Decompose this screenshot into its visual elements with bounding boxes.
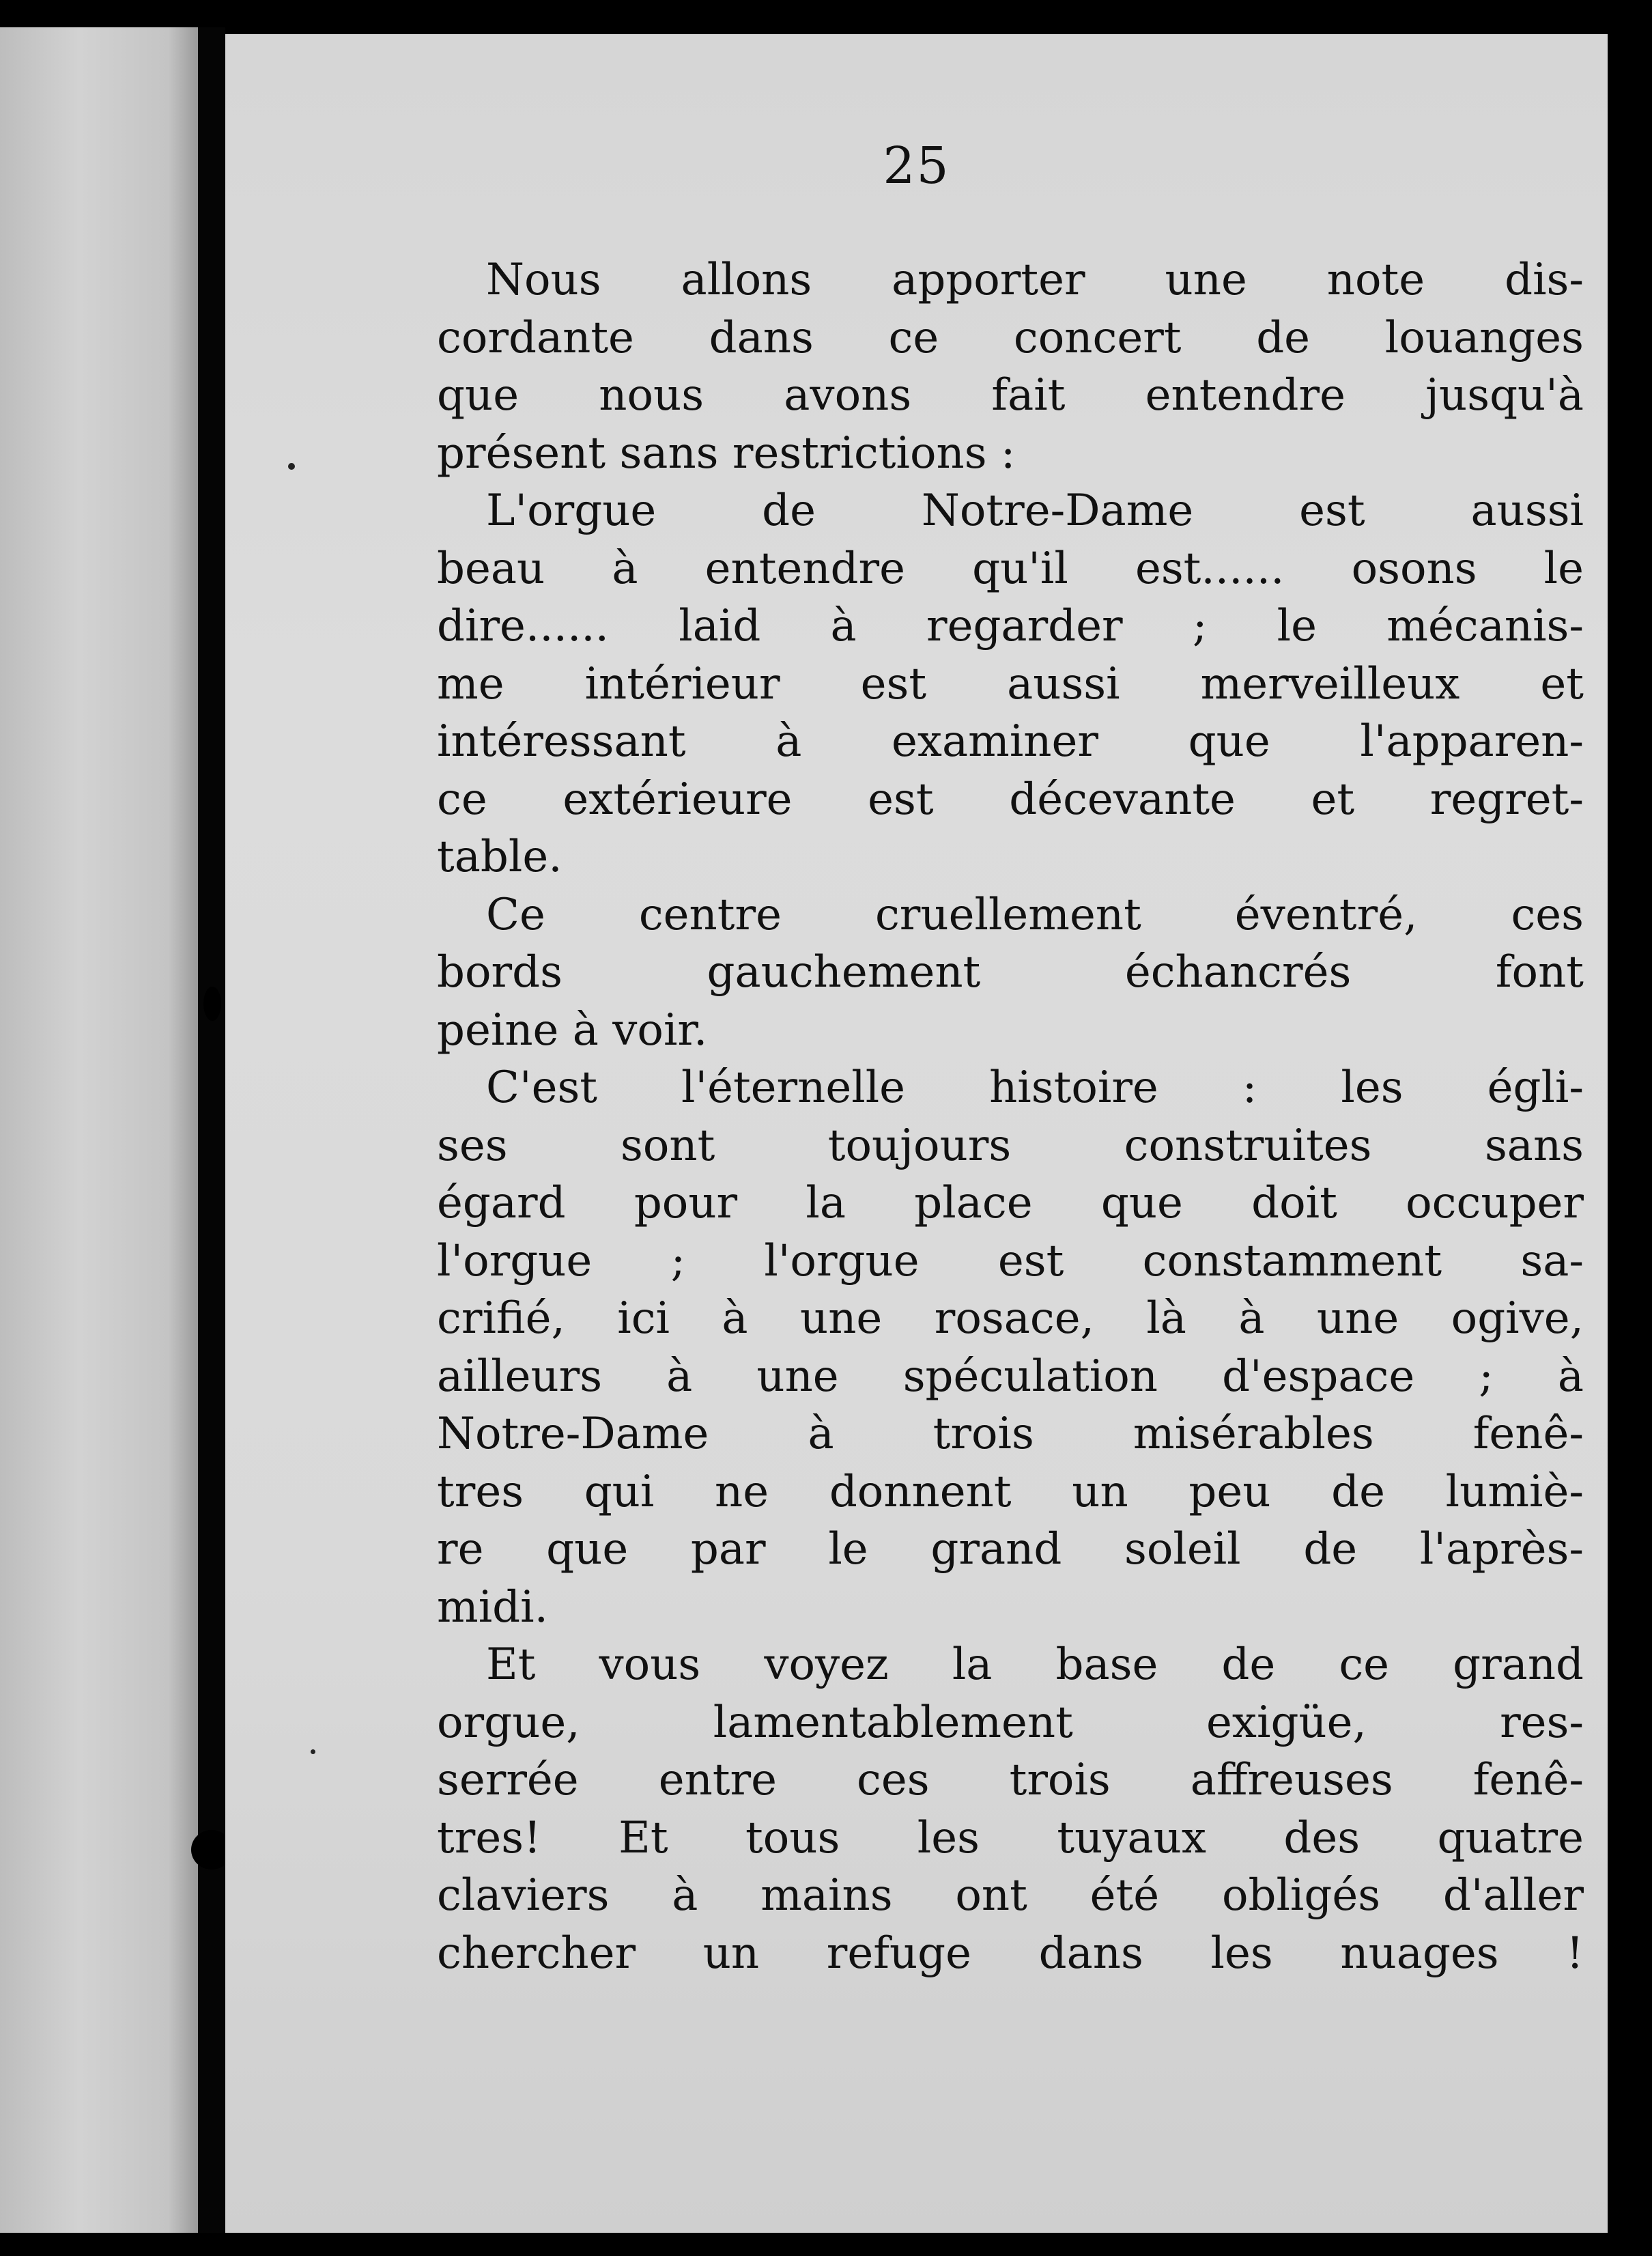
text-line: présent sans restrictions : (437, 427, 1016, 479)
text-line: chercher un refuge dans les nuages ! (437, 1928, 1584, 1979)
text-line: Nous allons apporter une note dis- (486, 255, 1584, 305)
text-line: C'est l'éternelle histoire : les égli- (486, 1062, 1584, 1113)
text-line: re que par le grand soleil de l'après- (437, 1524, 1584, 1575)
text-line: orgue, lamentablement exigüe, res- (437, 1697, 1584, 1748)
speck (311, 1749, 315, 1754)
text-line: dire...... laid à regarder ; le mécanis- (437, 601, 1584, 651)
scan-border (1608, 0, 1652, 2256)
speck (288, 463, 295, 470)
body-text (437, 251, 1584, 1982)
text-line: intéressant à examiner que l'apparen- (437, 716, 1584, 767)
text-line: beau à entendre qu'il est...... osons le (437, 543, 1584, 594)
binding-stitch (203, 987, 221, 1021)
text-line: Ce centre cruellement éventré, ces (486, 889, 1584, 940)
text-line: claviers à mains ont été obligés d'aller (437, 1870, 1584, 1921)
text-line: crifié, ici à une rosace, là à une ogive, (437, 1293, 1584, 1344)
page-number: 25 (883, 137, 950, 195)
text-line: que nous avons fait entendre jusqu'à (437, 370, 1584, 421)
page (225, 34, 1608, 2233)
text-line: Notre-Dame à trois misérables fenê- (437, 1409, 1584, 1459)
text-line: midi. (437, 1581, 548, 1633)
text-line: l'orgue ; l'orgue est constamment sa- (437, 1235, 1584, 1286)
text-line: cordante dans ce concert de louanges (437, 312, 1584, 363)
text-line: Et vous voyez la base de ce grand (486, 1639, 1584, 1690)
text-line: peine à voir. (437, 1004, 708, 1056)
text-line: me intérieur est aussi merveilleux et (437, 658, 1584, 709)
text-line: ailleurs à une spéculation d'espace ; à (437, 1351, 1584, 1402)
text-line: égard pour la place que doit occuper (437, 1178, 1584, 1228)
text-line: ce extérieure est décevante et regret- (437, 774, 1584, 825)
book-gutter (198, 27, 225, 2233)
text-line: serrée entre ces trois affreuses fenê- (437, 1755, 1584, 1805)
text-line: bords gauchement échancrés font (437, 947, 1584, 998)
text-line: tres qui ne donnent un peu de lumiè- (437, 1466, 1584, 1517)
text-line: ses sont toujours construites sans (437, 1120, 1584, 1171)
text-line: L'orgue de Notre-Dame est aussi (486, 485, 1584, 536)
text-line: table. (437, 832, 562, 882)
text-line: tres! Et tous les tuyaux des quatre (437, 1812, 1584, 1863)
facing-page-edge (0, 27, 198, 2233)
